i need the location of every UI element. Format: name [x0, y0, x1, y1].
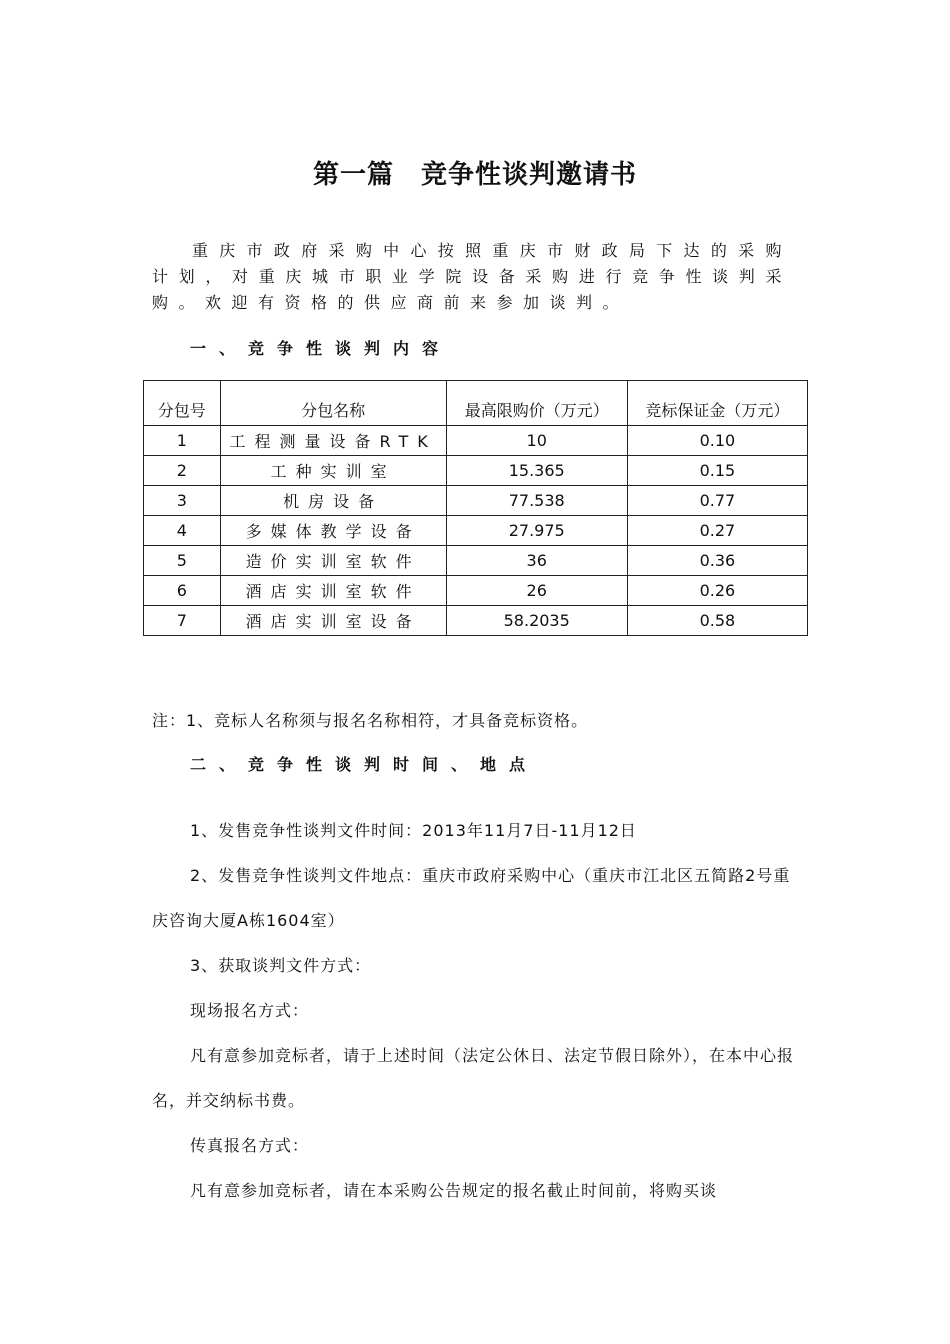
cell-package-name: 工种实训室 [220, 456, 446, 486]
cell-package-no: 4 [144, 516, 221, 546]
cell-package-no: 7 [144, 606, 221, 636]
cell-package-name: 酒店实训室设备 [220, 606, 446, 636]
table-row [144, 486, 808, 516]
paragraph-fax-body: 凡有意参加竞标者，请在本采购公告规定的报名截止时间前，将购买谈 [190, 1181, 718, 1200]
table-row [144, 426, 808, 456]
cell-deposit: 0.15 [627, 456, 807, 486]
cell-package-name: 工程测量设备RTK [220, 426, 446, 456]
cell-package-no: 3 [144, 486, 221, 516]
paragraph-onsite-body: 凡有意参加竞标者，请于上述时间（法定公休日、法定节假日除外），在本中心报名，并交纳标书费。 [152, 1046, 795, 1110]
cell-deposit: 0.26 [627, 576, 807, 606]
paragraph-fax-heading: 传真报名方式： [190, 1136, 310, 1155]
table-row [144, 606, 808, 636]
cell-deposit: 0.77 [627, 486, 807, 516]
column-header-max-price: 最高限购价（万元） [446, 381, 627, 426]
table-row [144, 576, 808, 606]
cell-package-name: 机房设备 [220, 486, 446, 516]
cell-package-name: 多媒体教学设备 [220, 516, 446, 546]
cell-max-price: 36 [446, 546, 627, 576]
column-header-package-no: 分包号 [144, 381, 221, 426]
section-heading-time-place: 二、竞争性谈判时间、地点 [190, 755, 539, 774]
column-header-deposit: 竞标保证金（万元） [627, 381, 807, 426]
cell-max-price: 27.975 [446, 516, 627, 546]
cell-max-price: 15.365 [446, 456, 627, 486]
cell-deposit: 0.58 [627, 606, 807, 636]
paragraph-onsite-heading: 现场报名方式： [190, 1001, 310, 1020]
package-table [143, 380, 808, 636]
cell-max-price: 58.2035 [446, 606, 627, 636]
cell-package-no: 6 [144, 576, 221, 606]
cell-package-no: 2 [144, 456, 221, 486]
cell-max-price: 26 [446, 576, 627, 606]
cell-package-name: 造价实训室软件 [220, 546, 446, 576]
cell-max-price: 77.538 [446, 486, 627, 516]
cell-package-name: 酒店实训室软件 [220, 576, 446, 606]
note-text: 注：1、竞标人名称须与报名名称相符，才具备竞标资格。 [152, 711, 589, 730]
table-row [144, 516, 808, 546]
table-header-row [144, 381, 808, 426]
cell-package-no: 5 [144, 546, 221, 576]
cell-package-no: 1 [144, 426, 221, 456]
table-row [144, 456, 808, 486]
paragraph-obtain-method: 3、获取谈判文件方式： [190, 956, 372, 975]
paragraph-sale-place: 2、发售竞争性谈判文件地点：重庆市政府采购中心（重庆市江北区五简路2号重庆咨询大厦A栋1604室） [152, 866, 791, 930]
table-row [144, 546, 808, 576]
cell-max-price: 10 [446, 426, 627, 456]
document-title: 第一篇 竞争性谈判邀请书 [312, 160, 637, 190]
paragraph-sale-time: 1、发售竞争性谈判文件时间：2013年11月7日-11月12日 [190, 821, 637, 840]
cell-deposit: 0.10 [627, 426, 807, 456]
section-heading-content: 一、竞争性谈判内容 [190, 339, 452, 358]
cell-deposit: 0.27 [627, 516, 807, 546]
cell-deposit: 0.36 [627, 546, 807, 576]
intro-paragraph: 重庆市政府采购中心按照重庆市财政局下达的采购计划，对重庆城市职业学院设备采购进行竞争性谈判采购。欢迎有资格的供应商前来参加谈判。 [152, 241, 792, 312]
column-header-package-name: 分包名称 [220, 381, 446, 426]
